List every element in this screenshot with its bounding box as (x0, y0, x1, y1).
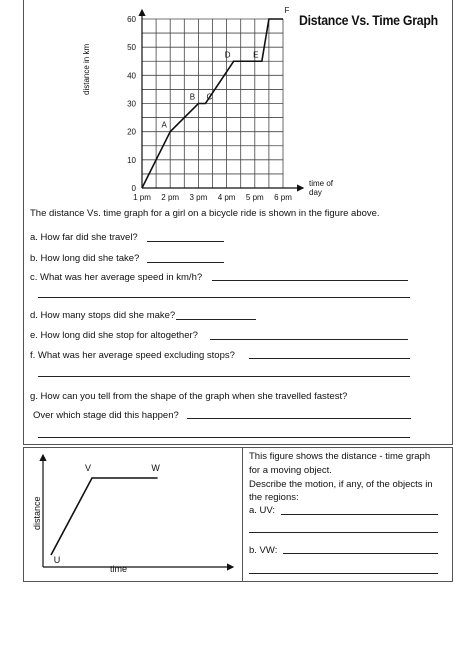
question-d: d. How many stops did she make? (30, 310, 176, 321)
answer-line-d[interactable] (176, 319, 256, 320)
x-tick-label: 1 pm (133, 193, 151, 202)
part2-text-1: This figure shows the distance - time graph (249, 451, 431, 462)
answer-line-c2[interactable] (38, 297, 410, 298)
point-label: E (253, 50, 259, 60)
point-label: A (161, 120, 167, 130)
question-b: b. How long did she take? (30, 253, 140, 264)
x-axis-label-line: day (309, 188, 322, 197)
question-f: f. What was her average speed excluding stops? (30, 350, 235, 361)
x-tick-label: 6 pm (274, 193, 292, 202)
uvw-point-label: U (53, 555, 61, 565)
answer-line-uv[interactable] (281, 514, 438, 515)
y-axis-label: distance in km (82, 43, 91, 95)
y-tick-label: 50 (127, 43, 136, 53)
y-tick-label: 0 (131, 184, 136, 193)
x-tick-label: 5 pm (245, 193, 264, 202)
point-label: B (189, 92, 196, 102)
answer-line-a[interactable] (147, 241, 224, 242)
point-label: C (206, 92, 213, 102)
question-e: e. How long did she stop for altogether? (30, 330, 198, 341)
y-tick-label: 20 (127, 127, 136, 137)
y-tick-label: 40 (127, 71, 136, 81)
uvw-y-axis-label: distance (32, 496, 42, 530)
point-label: D (224, 50, 231, 60)
answer-line-f[interactable] (249, 358, 410, 359)
answer-line-g2[interactable] (38, 437, 410, 438)
answer-line-uv2[interactable] (249, 532, 438, 533)
point-label: F (284, 6, 290, 15)
question-g: g. How can you tell from the shape of the graph when she travelled fastest? (30, 391, 348, 402)
x-axis-label (309, 179, 333, 197)
x-tick-label: 2 pm (161, 193, 180, 202)
y-tick-label: 60 (127, 15, 136, 24)
page-title: Distance Vs. Time Graph (299, 12, 438, 28)
part2-text-3: Describe the motion, if any, of the objects in (249, 479, 433, 490)
part2-question-uv: a. UV: (249, 505, 276, 516)
uvw-point-label: V (84, 463, 92, 473)
y-tick-label: 30 (127, 99, 136, 109)
answer-line-g[interactable] (187, 418, 411, 419)
part2-question-vw: b. VW: (249, 545, 278, 556)
x-tick-label: 4 pm (217, 193, 236, 202)
answer-line-vw2[interactable] (249, 573, 438, 574)
answer-line-b[interactable] (147, 262, 224, 263)
part2-text-4: the regions: (249, 492, 299, 503)
question-c: c. What was her average speed in km/h? (30, 272, 203, 283)
uvw-series-line (51, 478, 158, 555)
y-tick-label: 10 (127, 155, 136, 165)
answer-line-c[interactable] (212, 280, 408, 281)
answer-line-e[interactable] (210, 339, 408, 340)
uvw-x-axis-label: time (110, 564, 128, 574)
x-tick-label: 3 pm (189, 193, 208, 202)
question-a: a. How far did she travel? (30, 232, 138, 243)
x-axis-label-line: time of (309, 179, 334, 188)
uvw-graph (23, 447, 243, 582)
distance-time-chart (0, 0, 474, 210)
uvw-point-label: W (151, 463, 160, 473)
part2-text-2: for a moving object. (249, 465, 332, 476)
answer-line-vw[interactable] (283, 553, 438, 554)
question-g-stage: Over which stage did this happen? (33, 410, 179, 421)
answer-line-f2[interactable] (38, 376, 410, 377)
intro-text: The distance Vs. time graph for a girl on a bicycle ride is shown in the figure above. (30, 208, 380, 219)
